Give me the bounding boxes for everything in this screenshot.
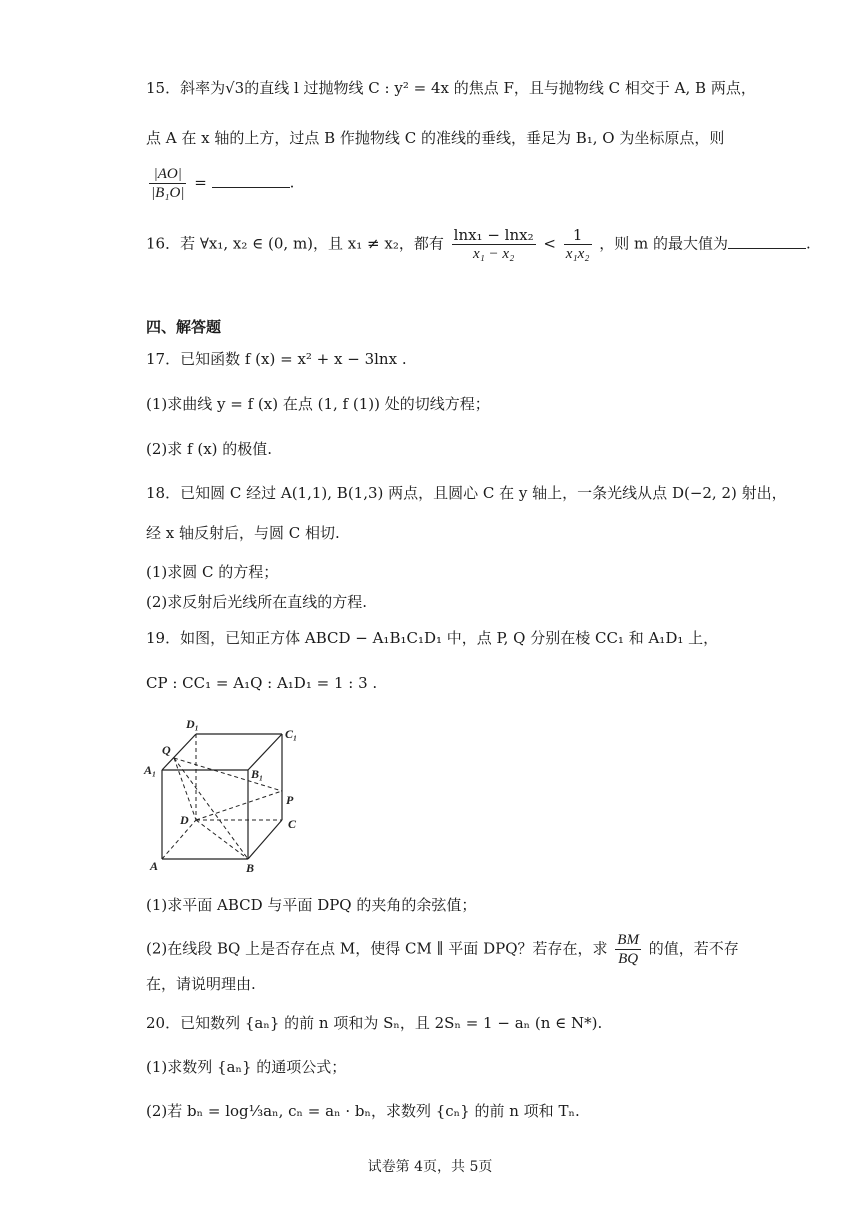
q16-fraction-1 xyxy=(452,226,536,263)
label-P: P xyxy=(286,793,294,807)
q19-part2-post: 的值，若不存 xyxy=(648,939,739,958)
q19-stem: 19．如图，已知正方体 ABCD − A₁B₁C₁D₁ 中，点 P, Q 分别在棱 CC₁ 和 A₁D₁ 上， xyxy=(146,629,719,647)
q15-frac-den: |B₁O| xyxy=(151,185,185,201)
q19-frac-den: BQ xyxy=(618,951,639,967)
q16-line: 16．若 ∀x₁, x₂ ∈ (0, m)，且 x₁ ≠ x₂，都有 $\frac{\text{lnx₁ − lnx₂}}{\text{x₁ − x₂}}$ < $\frac{1}{\text{x₁x₂}}$ ，则 m 的最大值为 . xyxy=(146,226,811,262)
label-A: A xyxy=(150,859,159,873)
edge-AD-hidden xyxy=(162,820,196,859)
q19-frac-num: BM xyxy=(617,932,639,948)
q18-part1: (1)求圆 C 的方程； xyxy=(146,563,279,581)
q16-pre: 16．若 ∀x₁, x₂ ∈ (0, m)，且 x₁ ≠ x₂，都有 xyxy=(146,234,444,253)
q17-stem: 17．已知函数 f (x) = x² + x − 3lnx . xyxy=(146,350,407,368)
segment-QB xyxy=(174,758,248,859)
q15-line2: 点 A 在 x 轴的上方，过点 B 作抛物线 C 的准线的垂线，垂足为 B₁, O 为坐标原点，则 xyxy=(146,129,725,147)
q16-post: ，则 m 的最大值为 xyxy=(599,234,729,253)
q15-answer-blank xyxy=(212,173,290,188)
section-heading: 四、解答题 xyxy=(146,318,222,336)
label-C1: C₁ xyxy=(285,727,298,741)
segment-DB xyxy=(196,820,248,859)
q20-part2: (2)若 bₙ = log⅓aₙ, cₙ = aₙ · bₙ，求数列 {cₙ} 的前 n 项和 Tₙ. xyxy=(146,1102,580,1120)
q15-equals: = xyxy=(189,173,212,192)
label-A1: A₁ xyxy=(144,763,157,777)
label-B1: B₁ xyxy=(251,767,264,781)
q15-fraction xyxy=(149,165,186,202)
q16-fraction-2 xyxy=(564,226,592,263)
label-C: C xyxy=(288,817,297,831)
cube-figure xyxy=(140,712,310,877)
label-B: B xyxy=(246,861,255,875)
q15-frac-num: |AO| xyxy=(149,165,186,184)
q19-part2-pre: (2)在线段 BQ 上是否存在点 M，使得 CM ∥ 平面 DPQ？若存在，求 xyxy=(146,939,608,958)
q16-frac1-den: x₁ − x₂ xyxy=(472,246,515,262)
label-Q: Q xyxy=(162,743,171,757)
q19-part2 xyxy=(146,931,739,968)
page-footer: 试卷第 4页，共 5页 xyxy=(367,1159,493,1175)
q20-stem: 20．已知数列 {aₙ} 的前 n 项和为 Sₙ，且 2Sₙ = 1 − aₙ (n ∈ N*). xyxy=(146,1014,603,1032)
edge-B1C1 xyxy=(248,734,282,770)
q18-stem-2: 经 x 轴反射后，与圆 C 相切. xyxy=(146,524,340,542)
q19-fraction xyxy=(615,931,641,968)
q15-answer-line: $\frac{|AO|}{\text{|B₁O|}}$ = . xyxy=(151,166,295,201)
segment-QD xyxy=(174,758,196,820)
q17-part1: (1)求曲线 y = f (x) 在点 (1, f (1)) 处的切线方程； xyxy=(146,395,490,413)
q19-part2-line2: 在，请说明理由. xyxy=(146,975,256,993)
q16-lt: < xyxy=(543,234,556,253)
q15-line1: 15．斜率为√3的直线 l 过抛物线 C : y² = 4x 的焦点 F，且与抛物线 C 相交于 A, B 两点， xyxy=(146,79,756,97)
label-D1: D₁ xyxy=(186,717,199,731)
q18-stem: 18．已知圆 C 经过 A(1,1), B(1,3) 两点，且圆心 C 在 y 轴上，一条光线从点 D(−2, 2) 射出， xyxy=(146,484,787,502)
q16-frac1-num: lnx₁ − lnx₂ xyxy=(453,226,534,244)
q16-frac2-num: 1 xyxy=(564,226,592,245)
q20-part1: (1)求数列 {aₙ} 的通项公式； xyxy=(146,1058,347,1076)
q16-answer-blank xyxy=(728,234,806,249)
q19-part1: (1)求平面 ABCD 与平面 DPQ 的夹角的余弦值； xyxy=(146,896,477,914)
segment-QP xyxy=(174,758,282,791)
q19-stem-2: CP : CC₁ = A₁Q : A₁D₁ = 1 : 3 . xyxy=(146,674,378,692)
edge-BC xyxy=(248,820,282,859)
q17-part2: (2)求 f (x) 的极值. xyxy=(146,440,273,458)
q16-frac2-den: x₁x₂ xyxy=(565,246,590,262)
q18-part2: (2)求反射后光线所在直线的方程. xyxy=(146,593,368,611)
label-D: D xyxy=(180,813,189,827)
